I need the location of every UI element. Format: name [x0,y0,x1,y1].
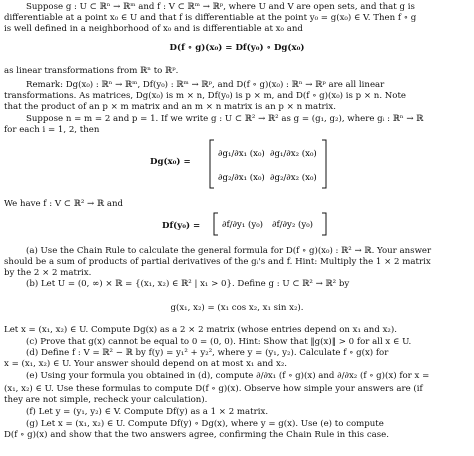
part-a: (a) Use the Chain Rule to calculate the general formula for D(f ∘ g)(x₀) : ℝ² → ℝ. Your answer [26,246,432,256]
g-definition: g(x₁, x₂) = (x₁ cos x₂, x₁ sin x₂). [170,303,304,313]
text-line: is well defined in a neighborhood of x₀ and is differentiable at x₀ and [4,24,303,34]
part-b: (b) Let U = (0, ∞) × ℝ = {(x₁, x₂) ∈ ℝ² | x₁ > 0}. Define g : U ⊂ ℝ² → ℝ² by [26,279,350,289]
part-f: (f) Let y = (y₁, y₂) ∈ V. Compute Df(y) as a 1 × 2 matrix. [26,407,269,417]
part-d: (d) Define f : V = ℝ² − ℝ by f(y) = y₁² + y₂², where y = (y₁, y₂). Calculate f ∘ g(x) for [26,348,389,358]
text-line: they are not simple, recheck your calculation). [4,395,208,405]
text-line: transformations. As matrices, Dg(x₀) is m × n, Df(y₀) is p × m, and D(f ∘ g)(x₀) is p × n. Note [4,91,407,101]
text-line: Suppose g : U ⊂ ℝⁿ → ℝᵐ and f : V ⊂ ℝᵐ → ℝᵖ, where U and V are open sets, and that g is [26,2,415,12]
text-line: Let x = (x₁, x₂) ∈ U. Compute Dg(x) as a 2 × 2 matrix (whose entries depend on x₁ and x₂). [4,325,397,335]
chain-rule-formula: D(f ∘ g)(x₀) = Df(y₀) ∘ Dg(x₀) [169,43,305,53]
dg-matrix [208,138,328,190]
dg-label: Dg(x₀) = [150,157,191,167]
text-line: D(f ∘ g)(x) and show that the two answers agree, confirming the Chain Rule in this case. [4,430,389,440]
part-g: (g) Let x = (x₁, x₂) ∈ U. Compute Df(y) ∘ Dg(x), where y = g(x). Use (e) to compute [26,419,384,429]
text-line: by the 2 × 2 matrix. [4,268,92,278]
df-matrix [212,211,328,237]
text-line: that the product of an p × m matrix and an m × n matrix is an p × n matrix. [4,102,336,112]
text-line: (x₁, x₂) ∈ U. Use these formulas to compute D(f ∘ g)(x). Observe how simple your answers are (if [4,384,423,394]
matrix-entry: ∂g₁/∂x₂ (x₀) [270,149,317,159]
part-e: (e) Using your formula you obtained in (d), compute ∂/∂x₁ (f ∘ g)(x) and ∂/∂x₂ (f ∘ g)(x) for x = [26,371,430,381]
text-line: as linear transformations from ℝⁿ to ℝᵖ. [4,66,179,76]
matrix-entry: ∂f/∂y₁ (y₀) [222,220,264,230]
matrix-entry: ∂f/∂y₂ (y₀) [272,220,314,230]
text-line: should be a sum of products of partial derivatives of the gᵢ's and f. Hint: Multiply the 1 × 2 matrix [4,257,431,267]
matrix-entry: ∂g₂/∂x₁ (x₀) [218,173,265,183]
matrix-entry: ∂g₂/∂x₂ (x₀) [270,173,317,183]
text-line: x = (x₁, x₂) ∈ U. Your answer should depend on at most x₁ and x₂. [4,359,288,369]
matrix-entry: ∂g₁/∂x₁ (x₀) [218,149,265,159]
text-line: differentiable at a point x₀ ∈ U and that f is differentiable at the point y₀ = g(x₀) ∈ V. Then f ∘ g [4,13,417,23]
df-label: Df(y₀) = [162,221,201,231]
text-line: for each i = 1, 2, then [4,125,100,135]
text-line: We have f : V ⊂ ℝ² → ℝ and [4,199,123,209]
remark-line: Remark: Dg(x₀) : ℝⁿ → ℝᵐ, Df(y₀) : ℝᵐ → ℝᵖ, and D(f ∘ g)(x₀) : ℝⁿ → ℝᵖ are all linear [26,80,385,90]
part-c: (c) Prove that g(x) cannot be equal to 0 = (0, 0). Hint: Show that ‖g(x)‖ > 0 for all x ∈ U. [26,337,412,347]
text-line: Suppose n = m = 2 and p = 1. If we write g : U ⊂ ℝ² → ℝ² as g = (g₁, g₂), where gᵢ : ℝⁿ → ℝ [26,114,424,124]
